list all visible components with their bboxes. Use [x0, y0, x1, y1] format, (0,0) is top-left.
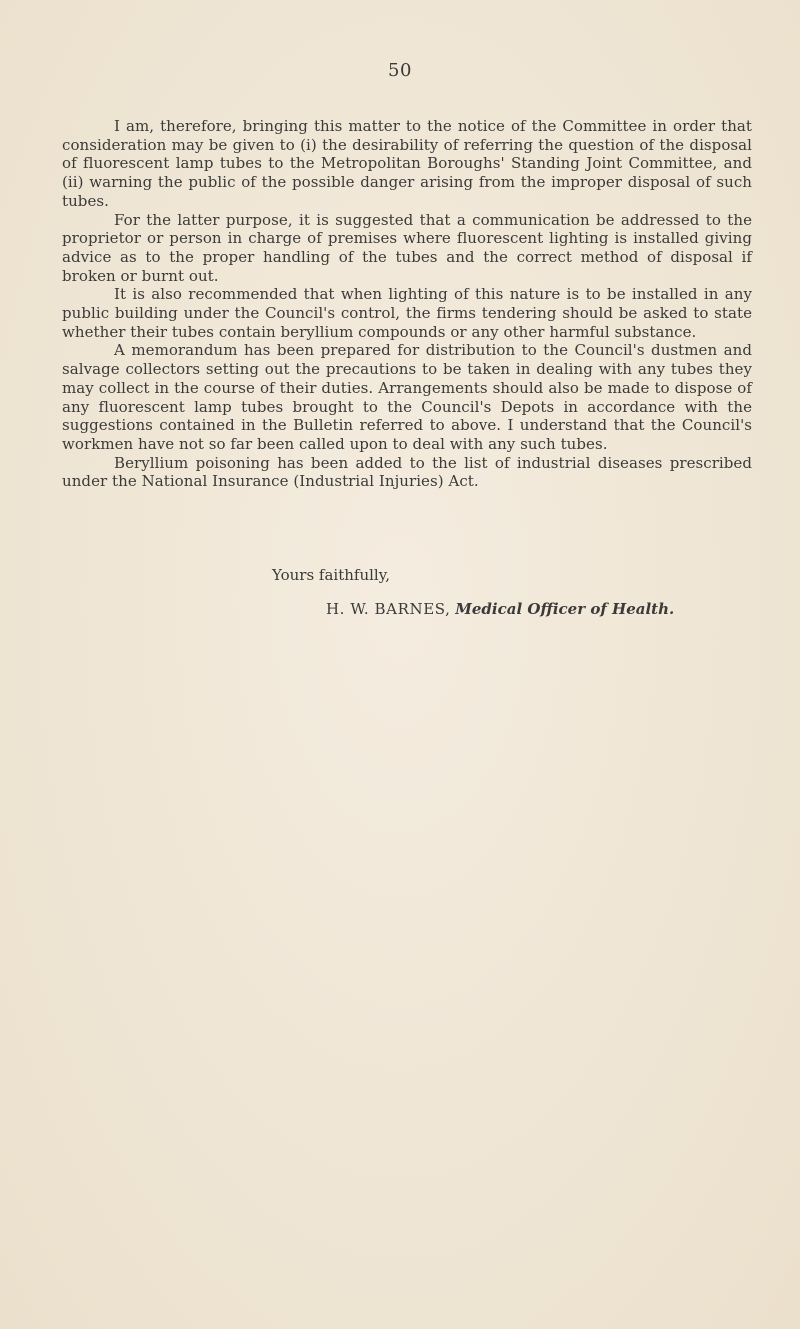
salutation: Yours faithfully, — [272, 566, 390, 584]
signature-line — [326, 600, 674, 618]
signatory-name: H. W. BARNES, — [326, 600, 451, 618]
paragraph-memorandum: A memorandum has been prepared for distribution to the Council's dustmen and salvage collectors setting out the precautions to be taken in dealing with any tubes they may collect in the course of their duties. Arrangements should also be made to dispose of any fluorescent lamp tubes brought to the Council's Depots in accordance with the suggestions contained in the Bulletin referred to above. I understand that the Council's workmen have not so far been called upon to deal with any such tubes. — [62, 341, 752, 453]
letter-body — [62, 117, 752, 491]
paragraph-public-buildings: It is also recommended that when lighting of this nature is to be installed in any public building under the Council's control, the firms tendering should be asked to state whether their tubes contain beryllium compounds or any other harmful substance. — [62, 285, 752, 341]
paragraph-communication: For the latter purpose, it is suggested that a communication be addressed to the proprietor or person in charge of premises where fluorescent lighting is installed giving advice as to the proper handling of the tubes and the correct method of disposal if broken or burnt out. — [62, 210, 752, 285]
page-number: 50 — [388, 60, 412, 81]
signatory-title: Medical Officer of Health. — [455, 600, 675, 618]
paragraph-referral: I am, therefore, bringing this matter to the notice of the Committee in order that consideration may be given to (i) the desirability of referring the question of the disposal of fluorescent lamp tubes to the Metropolitan Boroughs' Standing Joint Committee, and (ii) warning the public of the possible danger arising from the improper disposal of such tubes. — [62, 117, 752, 210]
paragraph-beryllium: Beryllium poisoning has been added to the list of industrial diseases prescribed under the National Insurance (Industrial Injuries) Act. — [62, 453, 752, 491]
